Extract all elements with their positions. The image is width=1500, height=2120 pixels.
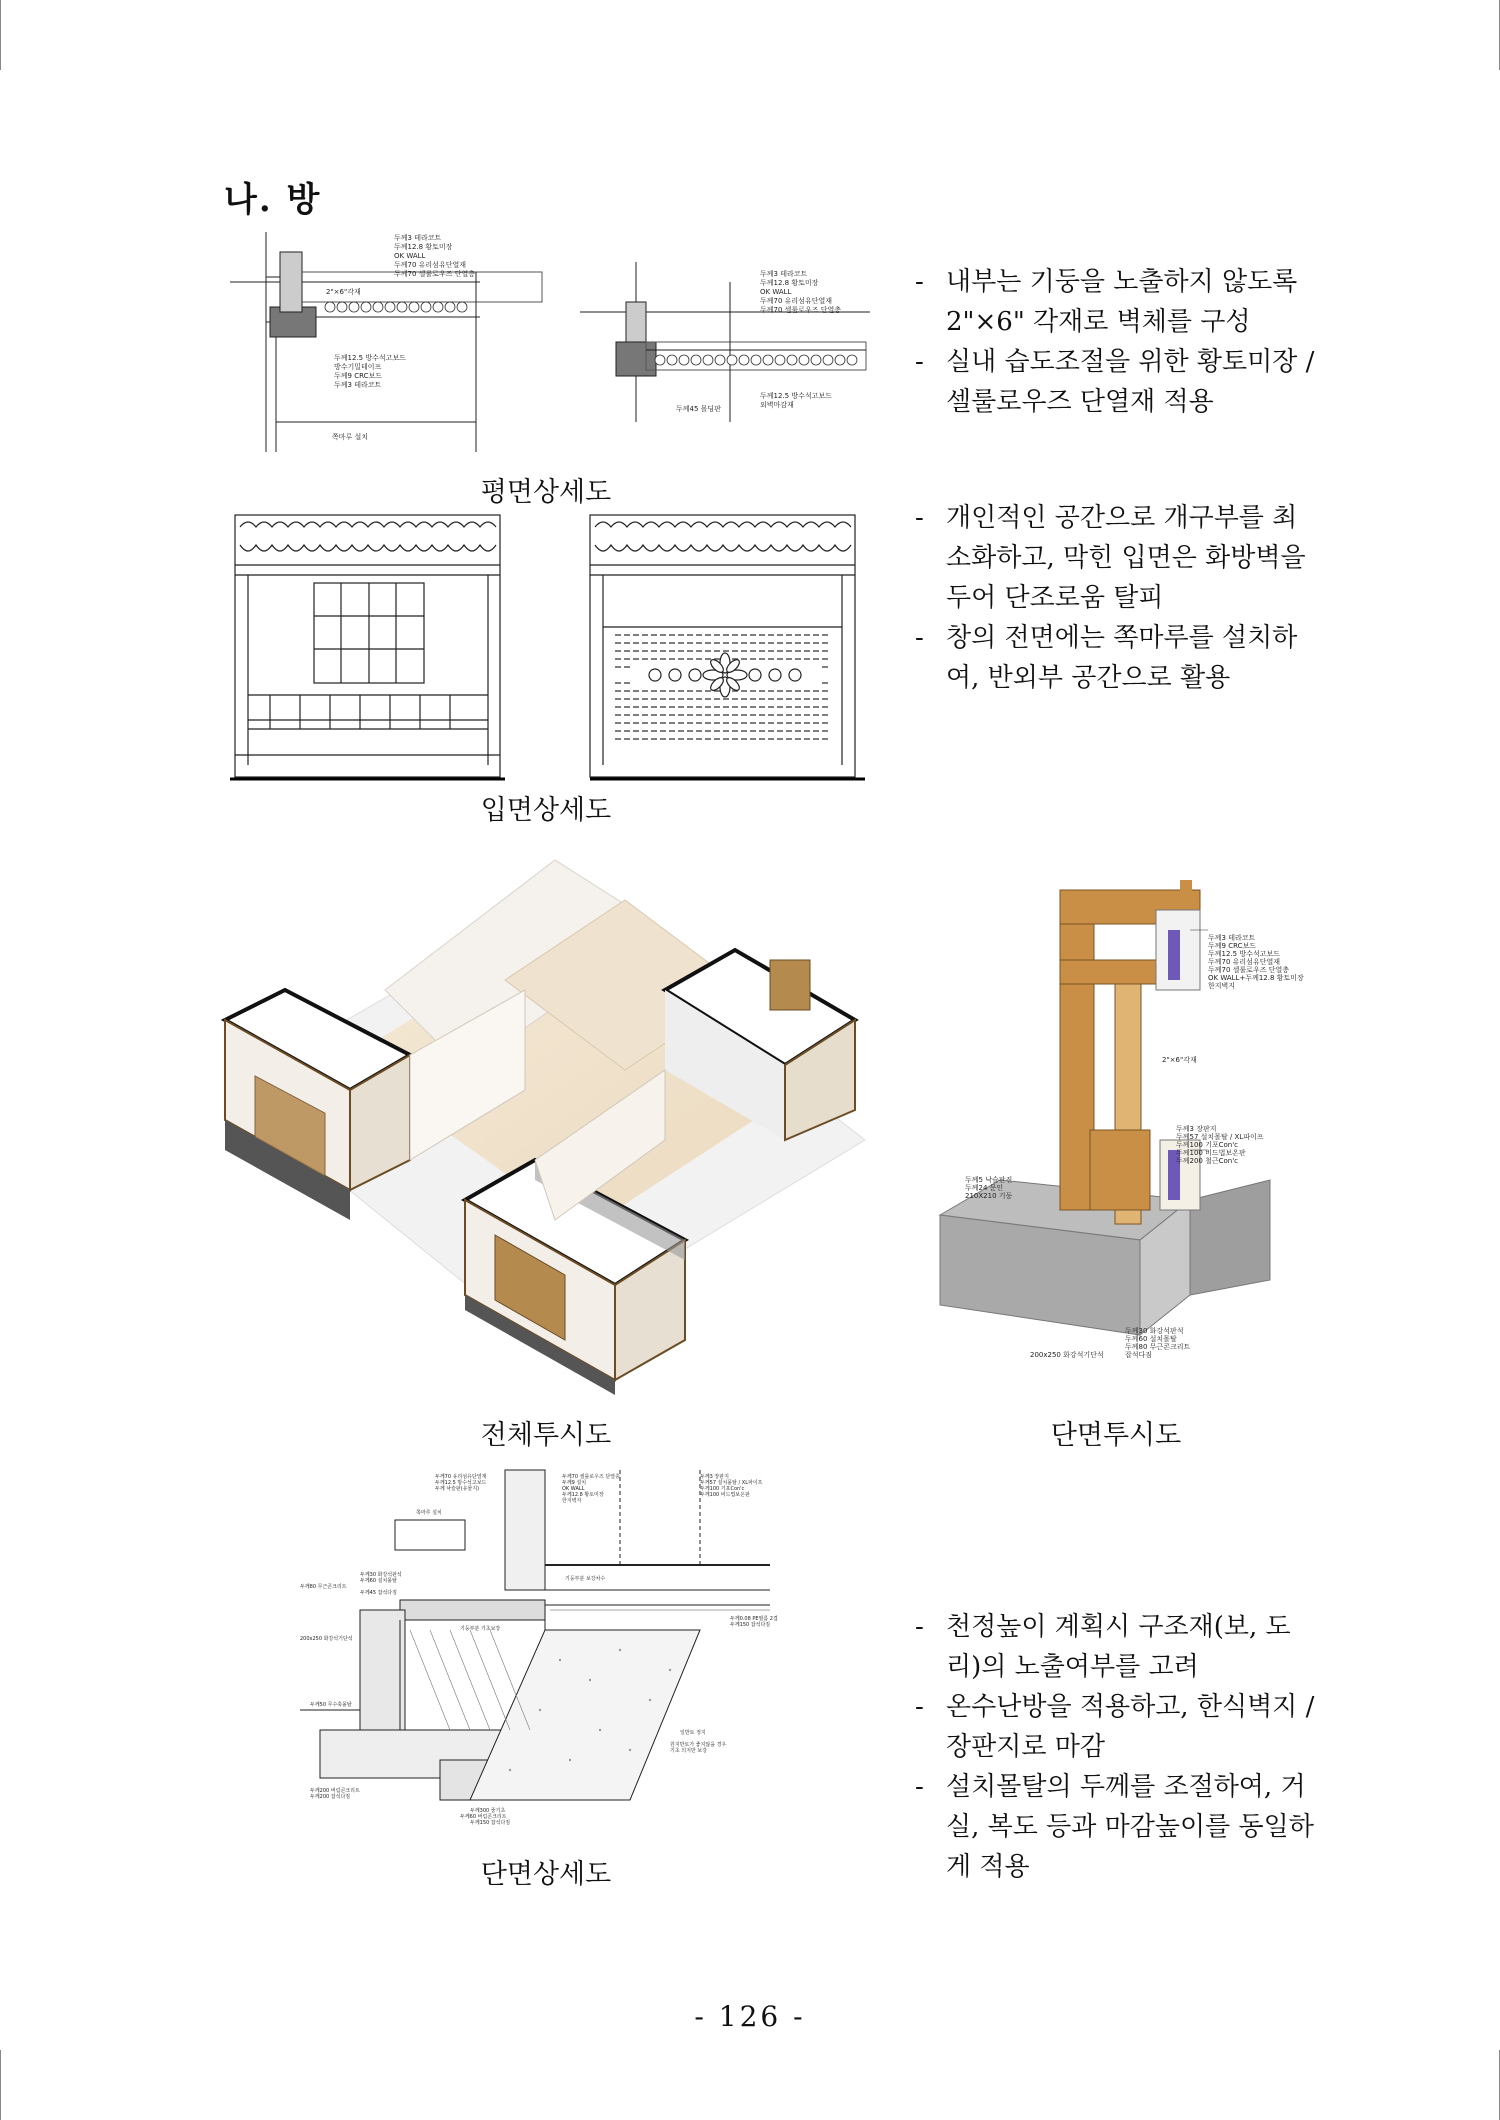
overall-perspective-image: [225, 840, 865, 1400]
svg-text:두께70 유리섬유단열재: 두께70 유리섬유단열재: [760, 297, 832, 305]
svg-text:두께70 셀룰로우즈 단열층: 두께70 셀룰로우즈 단열층: [394, 270, 475, 278]
section-heading: 나. 방: [224, 180, 322, 220]
svg-text:두께57 설치몰탈 / XL파이프: 두께57 설치몰탈 / XL파이프: [1176, 1133, 1264, 1141]
svg-text:두께60 설치몰탈: 두께60 설치몰탈: [1125, 1335, 1177, 1343]
svg-text:두께45 몰딩판: 두께45 몰딩판: [676, 405, 721, 413]
svg-text:두께12.8 황토미장: 두께12.8 황토미장: [760, 279, 819, 287]
bullet-list-3: [915, 1607, 1315, 1887]
svg-text:잡석다짐: 잡석다짐: [1125, 1351, 1153, 1359]
svg-text:두께9 CRC보드: 두께9 CRC보드: [334, 372, 383, 380]
svg-text:두께45 잡석다짐: 두께45 잡석다짐: [360, 1590, 397, 1596]
svg-text:두께100 비드법보온판: 두께100 비드법보온판: [700, 1492, 750, 1498]
elevation-detail-right-drawing: [590, 515, 865, 780]
svg-text:두께30 화강석판석: 두께30 화강석판석: [1125, 1327, 1184, 1335]
svg-text:두께80 무근콘크리트: 두께80 무근콘크리트: [1125, 1343, 1191, 1351]
svg-text:두께70 셀룰로우즈 단열층: 두께70 셀룰로우즈 단열층: [1208, 966, 1289, 974]
svg-text:원지반토가 좋지않을 경우: 원지반토가 좋지않을 경우: [670, 1742, 727, 1748]
svg-text:한지벽지: 한지벽지: [562, 1498, 582, 1504]
section-detail-drawing: [300, 1470, 778, 1830]
svg-text:OK WALL: OK WALL: [562, 1486, 585, 1492]
svg-text:두께12.5 방수석고보드: 두께12.5 방수석고보드: [760, 392, 832, 400]
svg-text:두께60 버림콘크리트: 두께60 버림콘크리트: [460, 1814, 507, 1820]
svg-text:두께70 유리섬유단열재: 두께70 유리섬유단열재: [394, 261, 466, 269]
svg-text:한지벽지: 한지벽지: [1208, 982, 1236, 990]
caption-plan-detail: 평면상세도: [480, 477, 612, 508]
svg-text:두께70 셀룰로우즈 단열층: 두께70 셀룰로우즈 단열층: [562, 1474, 620, 1480]
svg-text:210X210 기둥: 210X210 기둥: [965, 1192, 1013, 1200]
caption-section-perspective: 단면투시도: [1050, 1420, 1182, 1451]
svg-text:두께70 셀룰로우즈 단열층: 두께70 셀룰로우즈 단열층: [760, 306, 841, 314]
svg-text:두께3 테라코트: 두께3 테라코트: [394, 234, 442, 242]
svg-text:두께3 테라코트: 두께3 테라코트: [760, 270, 808, 278]
bullet-item: - 실내 습도조절을 위한 황토미장 / 셀룰로우즈 단열재 적용: [915, 342, 1315, 422]
svg-text:200x250 화강석기단석: 200x250 화강석기단석: [300, 1636, 353, 1642]
svg-text:두께9 설치: 두께9 설치: [562, 1480, 587, 1486]
svg-text:두께60 설치몰탈: 두께60 설치몰탈: [360, 1578, 397, 1584]
svg-text:두께100 비드법보온판: 두께100 비드법보온판: [1176, 1149, 1246, 1157]
svg-text:OK WALL+두께12.8 황토미장: OK WALL+두께12.8 황토미장: [1208, 974, 1304, 982]
svg-text:두께200 버림콘크리트: 두께200 버림콘크리트: [310, 1788, 360, 1794]
caption-elevation-detail: 입면상세도: [480, 795, 612, 826]
svg-text:두께3 테라코트: 두께3 테라코트: [334, 381, 382, 389]
svg-text:두께150 잡석다짐: 두께150 잡석다짐: [730, 1622, 771, 1628]
svg-text:2"×6"각재: 2"×6"각재: [326, 288, 361, 296]
bullet-item: - 개인적인 공간으로 개구부를 최소화하고, 막힌 입면은 화방벽을 두어 단조로움 탈피: [915, 498, 1315, 618]
svg-text:두께12.8 황토미장: 두께12.8 황토미장: [562, 1492, 604, 1498]
svg-text:OK WALL: OK WALL: [394, 252, 426, 260]
svg-text:두께12.8 황토미장: 두께12.8 황토미장: [394, 243, 453, 251]
svg-text:기초 의지반 보강: 기초 의지반 보강: [670, 1748, 707, 1754]
svg-text:방수기밀테이프: 방수기밀테이프: [334, 363, 382, 371]
svg-text:두께200 철근Con'c: 두께200 철근Con'c: [1176, 1157, 1239, 1165]
bullet-list-2: [915, 498, 1315, 698]
svg-text:두께70 유리섬유단열재: 두께70 유리섬유단열재: [1208, 958, 1280, 966]
svg-text:두께5 낙슬판진: 두께5 낙슬판진: [965, 1176, 1013, 1184]
svg-text:두께80 무근콘크리트: 두께80 무근콘크리트: [300, 1584, 347, 1590]
svg-text:두께3 장판지: 두께3 장판지: [1176, 1125, 1217, 1133]
bullet-item: - 천정높이 계획시 구조재(보, 도리)의 노출여부를 고려: [915, 1607, 1315, 1687]
svg-text:두께300 줄기초: 두께300 줄기초: [470, 1808, 506, 1814]
svg-text:두께12.5 방수석고보드: 두께12.5 방수석고보드: [1208, 950, 1280, 958]
section-perspective-image: [940, 880, 1304, 1370]
svg-text:2"×6"각재: 2"×6"각재: [1162, 1056, 1197, 1064]
svg-text:기둥부분 보강차수: 기둥부분 보강차수: [565, 1576, 606, 1582]
svg-text:두께100 기포Con'c: 두께100 기포Con'c: [1176, 1141, 1239, 1149]
svg-text:두께3 테라코트: 두께3 테라코트: [1208, 934, 1256, 942]
page-number: - 126 -: [694, 2000, 806, 2033]
svg-text:두께12.5 방수석고보드: 두께12.5 방수석고보드: [435, 1480, 487, 1486]
svg-text:일반토 정지: 일반토 정지: [680, 1730, 706, 1736]
caption-overall-perspective: 전체투시도: [480, 1420, 612, 1451]
svg-text:200x250 화강석기단석: 200x250 화강석기단석: [1030, 1351, 1104, 1359]
corner-mark-top-left: [0, 0, 1, 70]
plan-detail-left-drawing: [230, 232, 480, 452]
svg-text:두께57 설치몰탈 / XL파이프: 두께57 설치몰탈 / XL파이프: [700, 1480, 763, 1486]
bullet-item: - 내부는 기둥을 노출하지 않도록 2"×6" 각재로 벽체를 구성: [915, 262, 1315, 342]
svg-text:두께0.08 PE필름 2겹: 두께0.08 PE필름 2겹: [730, 1616, 778, 1622]
svg-text:쪽마루 설치: 쪽마루 설치: [332, 433, 369, 441]
svg-text:두께100 기포Con'c: 두께100 기포Con'c: [700, 1486, 745, 1492]
svg-text:두께200 잡석다짐: 두께200 잡석다짐: [310, 1794, 351, 1800]
svg-text:쪽마루 설치: 쪽마루 설치: [416, 1510, 442, 1516]
corner-mark-bottom-left: [0, 2050, 1, 2120]
svg-text:두께3 장판지: 두께3 장판지: [700, 1474, 729, 1480]
svg-text:두께30 화강석판석: 두께30 화강석판석: [360, 1572, 402, 1578]
elevation-detail-left-drawing: [230, 515, 505, 780]
caption-section-detail: 단면상세도: [480, 1859, 612, 1890]
bullet-item: - 창의 전면에는 쪽마루를 설치하여, 반외부 공간으로 활용: [915, 618, 1315, 698]
plan-detail-right-drawing: [580, 262, 870, 422]
bullet-list-1: [915, 262, 1315, 422]
bullet-item: - 온수난방을 적용하고, 한식벽지 / 장판지로 마감: [915, 1687, 1315, 1767]
svg-text:OK WALL: OK WALL: [760, 288, 792, 296]
svg-text:두께50 무수축몰탈: 두께50 무수축몰탈: [310, 1702, 352, 1708]
svg-text:두께 낙슬판(유물지): 두께 낙슬판(유물지): [435, 1486, 480, 1492]
svg-text:두께24 문인: 두께24 문인: [965, 1184, 1004, 1192]
svg-text:두께150 잡석다짐: 두께150 잡석다짐: [470, 1820, 511, 1826]
svg-text:외벽마감재: 외벽마감재: [760, 401, 794, 409]
bullet-item: - 설치몰탈의 두께를 조절하여, 거실, 복도 등과 마감높이를 동일하게 적용: [915, 1767, 1315, 1887]
svg-text:두께9 CRC보드: 두께9 CRC보드: [1208, 942, 1257, 950]
svg-text:기둥부분 기초보강: 기둥부분 기초보강: [460, 1626, 501, 1632]
svg-text:두께70 유리섬유단열재: 두께70 유리섬유단열재: [435, 1474, 487, 1480]
svg-text:두께12.5 방수석고보드: 두께12.5 방수석고보드: [334, 354, 406, 362]
